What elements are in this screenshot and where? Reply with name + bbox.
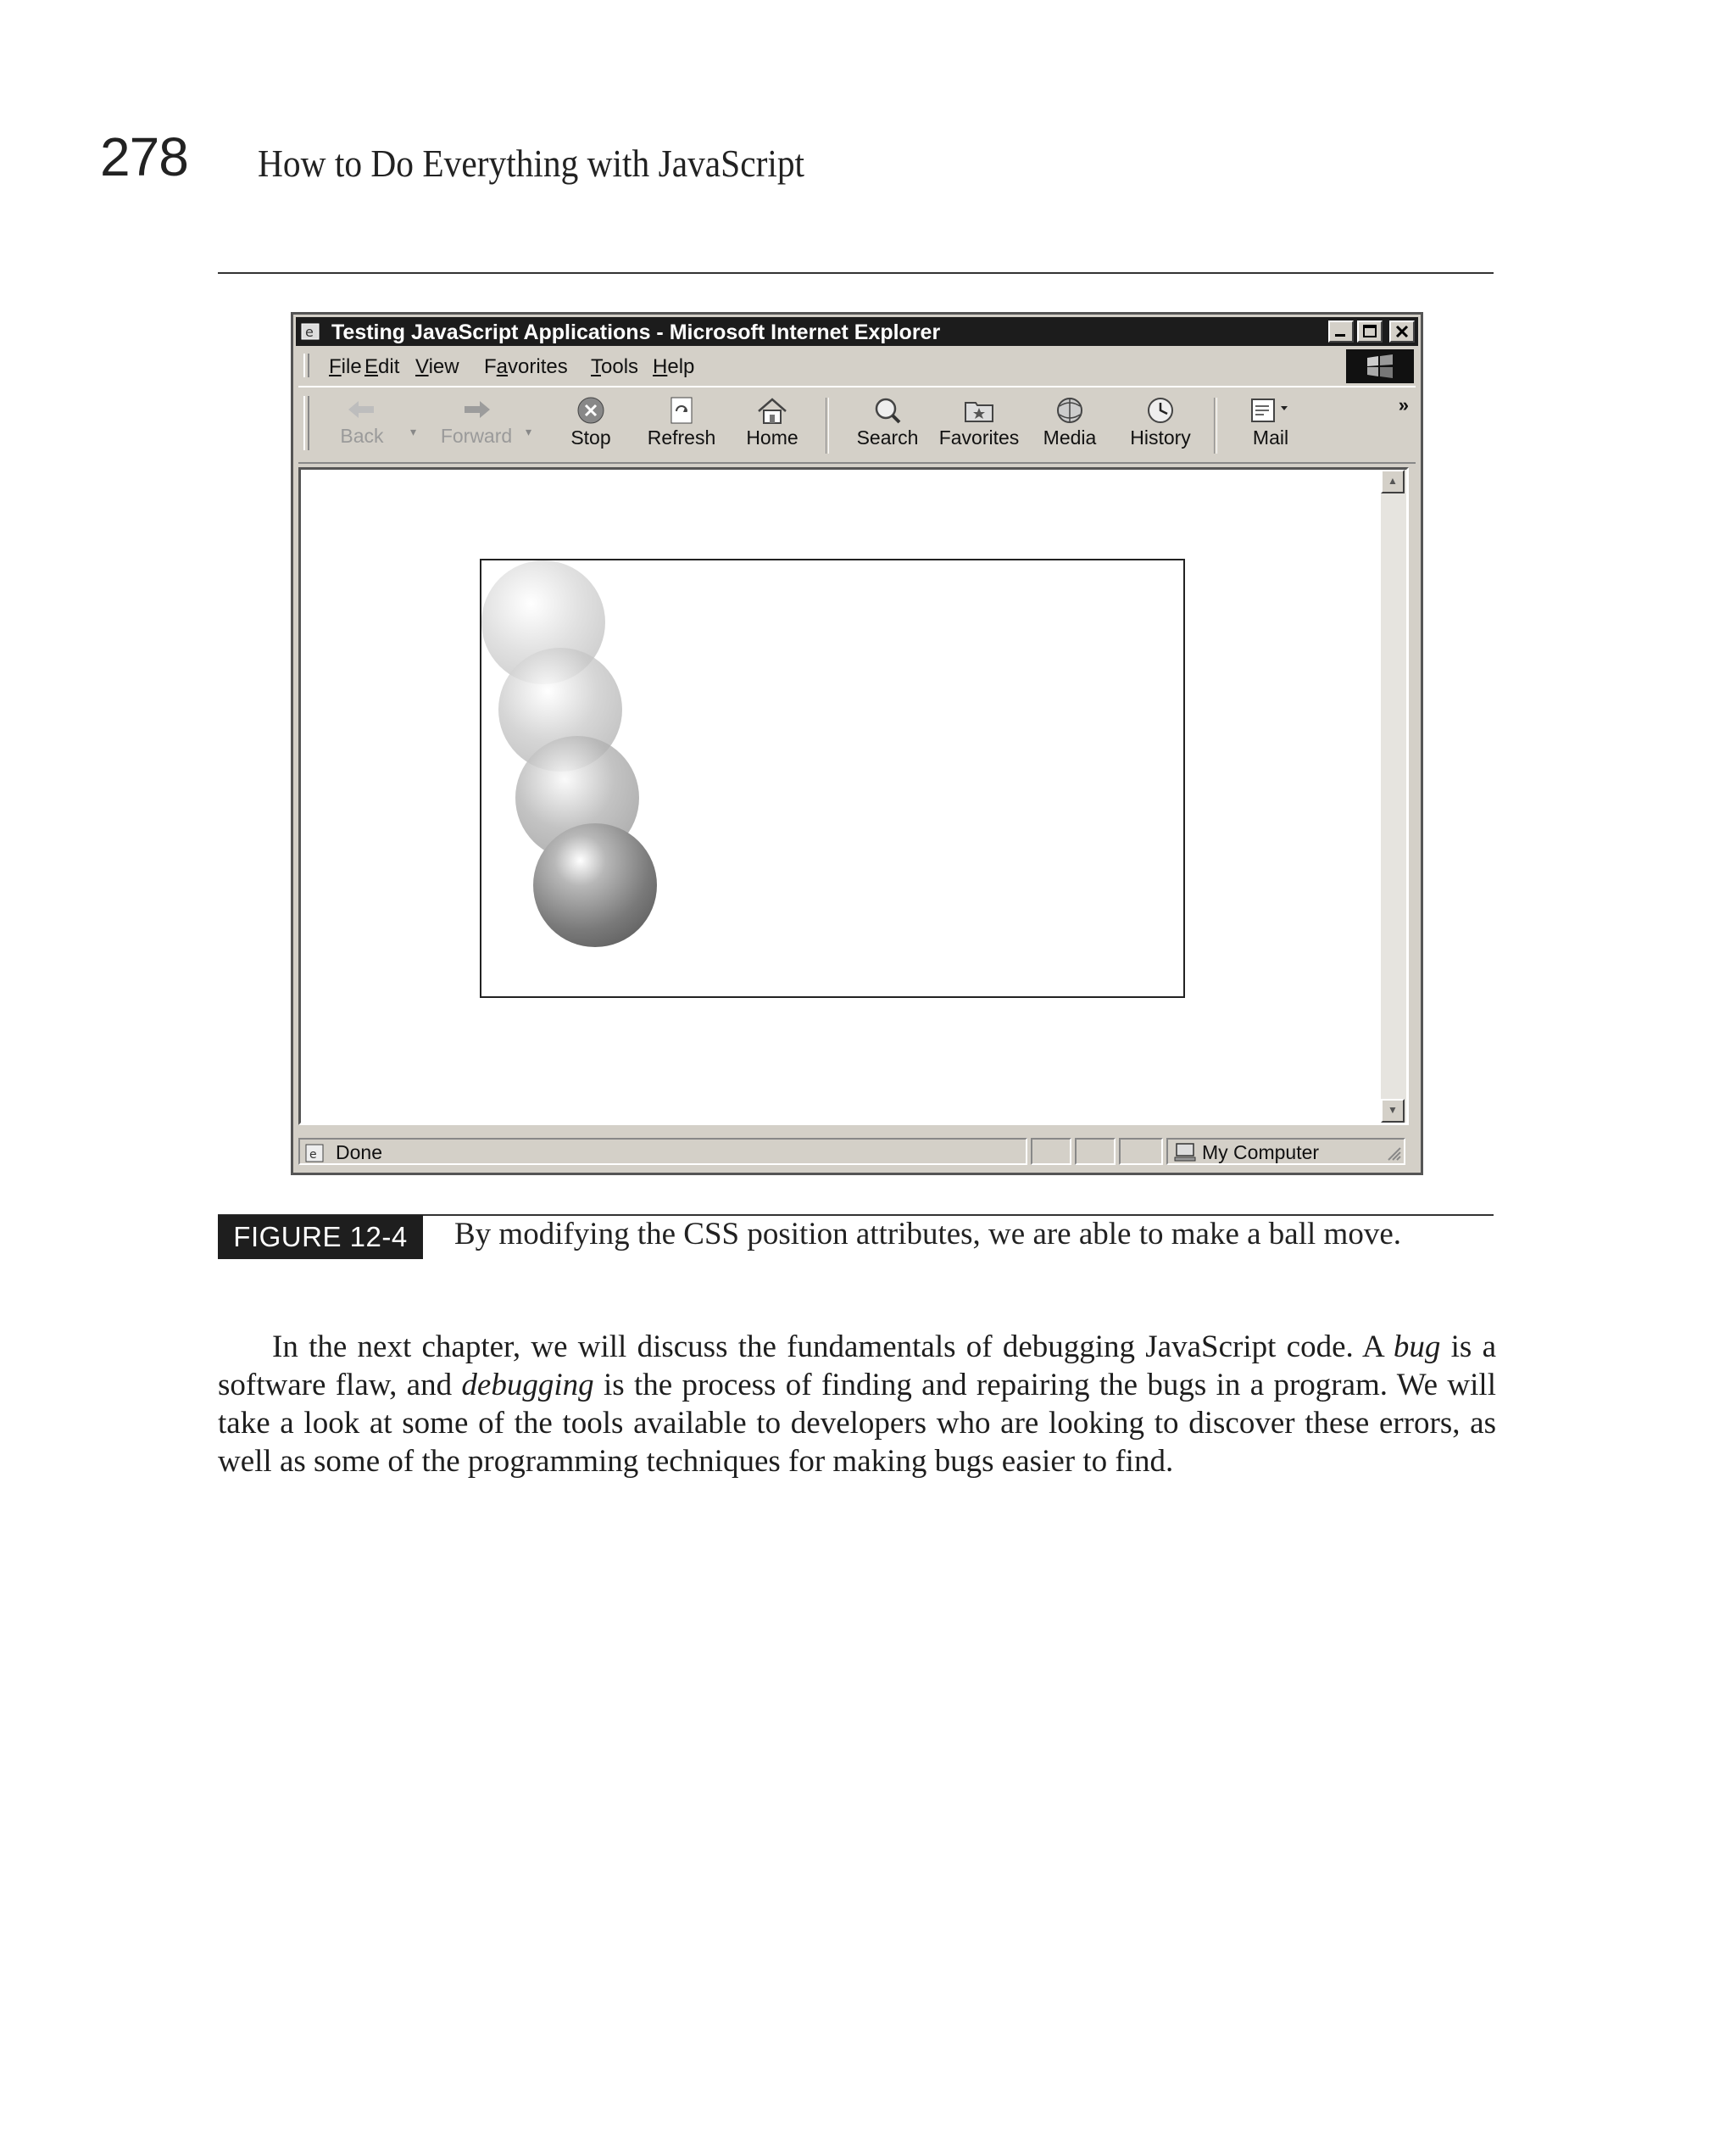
menu-bar: [298, 348, 1416, 384]
favorites-icon: [962, 396, 996, 425]
status-bar: [298, 1135, 1416, 1169]
menu-edit[interactable]: [364, 355, 399, 379]
menu-file[interactable]: [329, 355, 362, 379]
back-label: Back: [340, 425, 384, 447]
search-button[interactable]: [841, 393, 934, 459]
title-bar: [296, 317, 1418, 346]
stop-label: Stop: [570, 426, 611, 449]
menu-edit-accel: E: [364, 355, 379, 378]
media-icon: [1053, 396, 1087, 425]
media-label: Media: [1043, 426, 1097, 449]
home-button[interactable]: [726, 393, 819, 459]
menu-help-label: elp: [667, 355, 695, 378]
menu-grip: [303, 354, 309, 377]
minimize-button[interactable]: [1328, 321, 1354, 343]
scroll-down-button[interactable]: ▼: [1381, 1099, 1405, 1123]
toolbar-overflow-icon[interactable]: »: [1398, 394, 1409, 415]
menu-favorites-pre: F: [484, 355, 497, 378]
menu-tools-accel: T: [591, 355, 601, 378]
menu-tools-label: ools: [601, 355, 639, 378]
history-label: History: [1130, 426, 1191, 449]
menu-favorites-accel: a: [496, 355, 509, 378]
close-button[interactable]: [1389, 321, 1415, 343]
status-text: Done: [336, 1141, 382, 1163]
mail-button[interactable]: [1224, 393, 1317, 459]
stop-icon: [574, 396, 608, 425]
status-pane-extra: [1119, 1138, 1163, 1165]
page-viewport: [298, 467, 1409, 1125]
figure-caption: By modifying the CSS position attributes, we are able to make a ball move.: [454, 1217, 1401, 1251]
media-button[interactable]: [1023, 393, 1116, 459]
back-dropdown-icon[interactable]: ▾: [410, 425, 417, 438]
menu-edit-label: dit: [378, 355, 400, 378]
body-paragraph: [218, 1328, 1496, 1480]
security-zone-pane: [1166, 1138, 1405, 1165]
menu-file-label: ile: [341, 355, 362, 378]
vertical-scrollbar[interactable]: [1381, 470, 1406, 1123]
search-label: Search: [856, 426, 919, 449]
computer-icon: [1173, 1142, 1199, 1162]
menu-favorites[interactable]: [484, 355, 568, 379]
resize-grip-icon[interactable]: [1383, 1143, 1402, 1162]
term-debugging: debugging: [461, 1368, 594, 1402]
history-button[interactable]: [1114, 393, 1207, 459]
toolbar-separator: [826, 398, 829, 454]
scroll-up-button[interactable]: ▲: [1381, 470, 1405, 493]
home-icon: [755, 396, 789, 425]
refresh-icon: [665, 396, 698, 425]
menu-file-accel: F: [329, 355, 342, 378]
animation-stage: [480, 559, 1185, 998]
menu-tools[interactable]: [591, 355, 638, 379]
mail-icon: [1249, 396, 1293, 425]
menu-help[interactable]: [653, 355, 694, 379]
toolbar-grip: [303, 396, 309, 450]
forward-label: Forward: [440, 425, 513, 447]
running-title: How to Do Everything with JavaScript: [258, 142, 805, 185]
windows-flag-icon: [1365, 354, 1395, 378]
back-arrow-icon: [345, 396, 379, 423]
term-bug: bug: [1393, 1329, 1441, 1364]
minimize-icon: [1333, 324, 1349, 339]
ie-icon: [301, 321, 323, 342]
menu-help-accel: H: [653, 355, 668, 378]
menu-view-accel: V: [415, 355, 429, 378]
page-done-icon: [303, 1143, 329, 1163]
back-button[interactable]: [315, 393, 409, 459]
forward-button[interactable]: [430, 393, 523, 459]
window-title: Testing JavaScript Applications - Microsoft Internet Explorer: [331, 321, 941, 344]
status-pane-lock: [1075, 1138, 1116, 1165]
menu-favorites-label: vorites: [508, 355, 568, 378]
ball: [533, 823, 657, 947]
body-text-segment: In the next chapter, we will discuss the fundamentals of debugging JavaScript code. A: [272, 1329, 1394, 1364]
maximize-icon: [1361, 324, 1378, 339]
history-icon: [1143, 396, 1177, 425]
stop-button[interactable]: [544, 393, 637, 459]
refresh-label: Refresh: [647, 426, 716, 449]
zone-text: My Computer: [1202, 1141, 1320, 1163]
refresh-button[interactable]: [635, 393, 728, 459]
standard-toolbar: [298, 386, 1416, 464]
header-rule: [218, 272, 1494, 274]
page-number: 278: [100, 126, 188, 187]
browser-window-screenshot: [291, 312, 1423, 1175]
menu-view[interactable]: [415, 355, 459, 379]
body-text-segment: is a software flaw, and: [218, 1329, 1496, 1402]
search-icon: [871, 396, 904, 425]
status-pane-progress: [1031, 1138, 1071, 1165]
toolbar-separator: [1214, 398, 1217, 454]
windows-logo: [1346, 349, 1414, 383]
forward-dropdown-icon[interactable]: ▾: [526, 425, 532, 438]
menu-view-label: iew: [428, 355, 459, 378]
favorites-label: Favorites: [938, 426, 1020, 449]
figure-label: FIGURE 12-4: [218, 1215, 423, 1259]
maximize-button[interactable]: [1357, 321, 1383, 343]
close-icon: [1394, 324, 1410, 339]
body-text-segment: is the process of finding and repairing the bugs in a program. We will take a look at some of the tools available to developers who are looking to discover these errors, as well as some of the programming techniques for making bugs easier to find.: [218, 1368, 1496, 1479]
svg-text:e: e: [309, 1148, 317, 1162]
home-label: Home: [746, 426, 798, 449]
favorites-button[interactable]: [932, 393, 1026, 459]
status-message-pane: [298, 1138, 1027, 1165]
svg-text:e: e: [305, 324, 314, 340]
forward-arrow-icon: [459, 396, 493, 423]
mail-label: Mail: [1252, 426, 1289, 449]
